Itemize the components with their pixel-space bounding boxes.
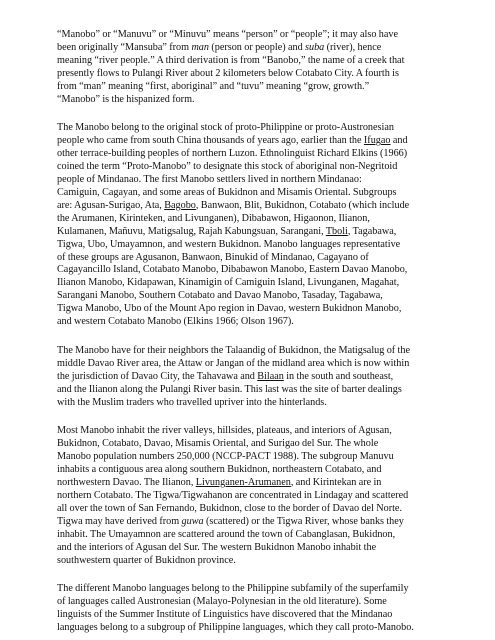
text-run: Tigwa, Ubo, Umayamnon, and western Bukidnon. Manobo languages representative	[57, 238, 401, 250]
text-run: people of Mindanao. The first Manobo settlers lived in northern Mindanao:	[57, 174, 362, 186]
text-line	[57, 425, 465, 438]
text-run: Manobo population numbers 250,000 (NCCP-PACT 1988). The subgroup Manuvu	[57, 451, 394, 463]
text-line	[57, 371, 465, 384]
text-run: linguists of the Summer Institute of Linguistics have discovered that the Mindanao	[57, 609, 393, 621]
text-run: The Manobo belong to the original stock of proto-Philippine or proto-Austronesian	[57, 122, 394, 134]
text-line	[57, 264, 465, 277]
text-line	[57, 303, 465, 316]
text-run: inhabit. The Umayamnon are scattered around the town of Cabanglasan, Bukidnon,	[57, 528, 396, 540]
text-run: the jurisdiction of Davao City, the Tahavawa and	[57, 370, 258, 382]
text-line	[57, 529, 465, 542]
text-line	[57, 345, 465, 358]
text-line	[57, 277, 465, 290]
text-line	[57, 384, 465, 397]
text-run: Cagayancillo Island, Cotabato Manobo, Dibabawon Manobo, Eastern Davao Manobo,	[57, 264, 408, 276]
text-line	[57, 174, 465, 187]
text-line	[57, 68, 465, 81]
text-run: Tigwa Manobo, Ubo of the Mount Apo region in Davao, western Bukidnon Manobo,	[57, 303, 402, 315]
italic-term: suba	[305, 41, 325, 53]
underlined-term: Ifugao	[363, 135, 391, 147]
text-line	[57, 609, 465, 622]
text-run: languages belong to a subgroup of Philippine languages, which they call proto-Manobo.	[57, 622, 414, 634]
text-line	[57, 464, 465, 477]
text-line	[57, 438, 465, 451]
text-line	[57, 239, 465, 252]
underlined-term: Bilaan	[257, 370, 284, 382]
text-line	[57, 94, 465, 107]
paragraph	[57, 583, 465, 635]
text-run: and the interiors of Agusan del Sur. The western Bukidnon Manobo inhabit the	[57, 541, 377, 553]
text-run: Camiguin, Cagayan, and some areas of Bukidnon and Misamis Oriental. Subgroups	[57, 186, 397, 198]
text-run: , Tagabawa,	[347, 225, 397, 237]
text-line	[57, 503, 465, 516]
text-run: from “man” meaning “first, aboriginal” and “tuvu” meaning “grow, growth.”	[57, 80, 370, 92]
text-line	[57, 490, 465, 503]
underlined-term: Tboli	[325, 225, 348, 237]
text-run: northern Cotabato. The Tigwa/Tigwahanon are concentrated in Lindagay and scattered	[57, 490, 409, 501]
text-run: southwestern quarter of Bukidnon province.	[57, 554, 236, 566]
text-line	[57, 135, 465, 148]
text-line	[57, 148, 465, 161]
paragraph	[57, 122, 465, 329]
underlined-term: Bagobo	[164, 199, 196, 211]
text-run: meaning “river people.” A third derivation is from “Banobo,” the name of a creek that	[57, 54, 405, 66]
document-body	[57, 29, 465, 635]
text-run: other terrace-building peoples of northern Luzon. Ethnolinguist Richard Elkins (1966)	[57, 148, 408, 160]
text-run: of languages called Austronesian (Malayo-Polynesian in the old literature). Some	[57, 596, 387, 608]
text-line	[57, 122, 465, 135]
text-run: people who came from south China thousands of years ago, earlier than the	[57, 135, 364, 147]
text-run: The Manobo have for their neighbors the Talaandig of Bukidnon, the Matigsalug of the	[57, 344, 410, 356]
text-run: “Manobo” or “Manuvu” or “Minuvu” means “person” or “people”; it may also have	[57, 29, 399, 40]
text-line	[57, 358, 465, 371]
text-run: Ilianon Manobo, Kidapawan, Kinamigin of Camiguin Island, Livunganen, Magahat,	[57, 277, 400, 289]
text-run: presently flows to Pulangi River about 2 kilometers below Cotabato City. A fourth is	[57, 67, 399, 79]
italic-term: man	[191, 41, 209, 53]
text-run: of these groups are Agusanon, Banwaon, Binukid of Mindanao, Cagayano of	[57, 251, 369, 263]
text-line	[57, 451, 465, 464]
text-run: the Arumanen, Kirinteken, and Livunganen), Dibabawon, Higaonon, Ilianon,	[57, 212, 370, 224]
text-run: been originally “Mansuba” from	[57, 41, 192, 53]
text-line	[57, 397, 465, 410]
text-run: inhabits a contiguous area along southern Bukidnon, northeastern Cotabato, and	[57, 464, 382, 476]
text-line	[57, 596, 465, 609]
text-run: Kulamanen, Mañuvu, Matigsalug, Rajah Kabungsuan, Sarangani,	[57, 225, 326, 237]
text-line	[57, 81, 465, 94]
text-run: are: Agusan-Surigao, Ata,	[57, 199, 165, 211]
text-run: The different Manobo languages belong to the Philippine subfamily of the superfamily	[57, 583, 409, 595]
text-line	[57, 252, 465, 265]
text-line	[57, 29, 465, 42]
text-run: northwestern Davao. The Ilianon,	[57, 477, 196, 489]
text-line	[57, 622, 465, 635]
text-run: Most Manobo inhabit the river valleys, hillsides, plateaus, and interiors of Agusan,	[57, 425, 392, 437]
text-line	[57, 516, 465, 529]
text-run: (scattered) or the Tigwa River, whose banks they	[203, 515, 404, 527]
text-run: all over the town of San Fernando, Bukidnon, close to the border of Davao del Norte.	[57, 502, 402, 514]
text-line	[57, 542, 465, 555]
text-run: and western Cotabato Manobo (Elkins 1966; Olson 1967).	[57, 316, 294, 328]
text-line	[57, 200, 465, 213]
text-line	[57, 226, 465, 239]
text-run: “Manobo” is the hispanized form.	[57, 93, 195, 105]
text-run: Sarangani Manobo, Southern Cotabato and Davao Manobo, Tasaday, Tagabawa,	[57, 290, 383, 302]
text-line	[57, 55, 465, 68]
paragraph	[57, 345, 465, 410]
text-line	[57, 161, 465, 174]
text-line	[57, 213, 465, 226]
text-line	[57, 583, 465, 596]
text-run: with the Muslim traders who travelled upriver into the hinterlands.	[57, 396, 327, 408]
text-line	[57, 316, 465, 329]
paragraph	[57, 425, 465, 567]
underlined-term: Livunganen-Arumanen	[195, 477, 291, 489]
text-run: and the Ilianon along the Pulangi River basin. This last was the site of barter dealings	[57, 383, 402, 395]
text-line	[57, 290, 465, 303]
text-line	[57, 477, 465, 490]
text-run: coined the term “Proto-Manobo” to designate this stock of aboriginal non-Negritoid	[57, 161, 398, 173]
text-run: , and Kirintekan are in	[290, 477, 382, 489]
text-run: middle Davao River area, the Attaw or Jangan of the midland area which is now within	[57, 357, 410, 369]
text-run: Bukidnon, Cotabato, Davao, Misamis Oriental, and Surigao del Sur. The whole	[57, 438, 379, 450]
text-run: Tigwa may have derived from	[57, 515, 182, 527]
text-run: , Banwaon, Blit, Bukidnon, Cotabato (which include	[195, 199, 410, 211]
text-line	[57, 42, 465, 55]
text-run: (person or people) and	[208, 41, 306, 53]
text-run: (river), hence	[324, 41, 382, 53]
italic-term: guwa	[181, 515, 204, 527]
text-run: in the south and southeast,	[283, 370, 394, 382]
paragraph	[57, 29, 465, 106]
text-run: and	[390, 135, 408, 147]
text-line	[57, 187, 465, 200]
text-line	[57, 555, 465, 568]
